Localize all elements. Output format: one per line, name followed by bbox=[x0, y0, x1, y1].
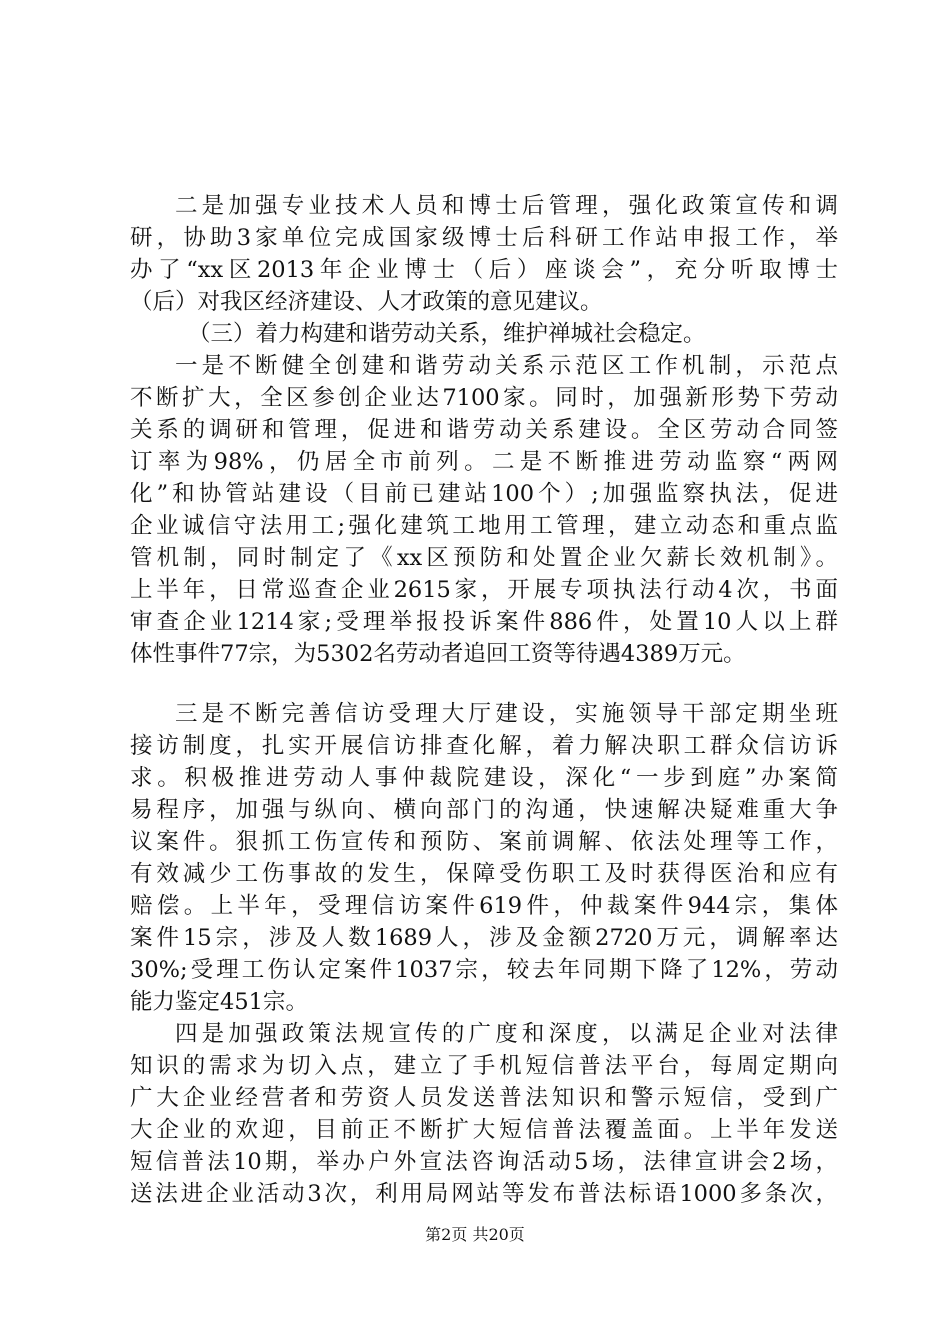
text-line: 能力鉴定451宗。 bbox=[130, 989, 308, 1015]
text-line: 易程序，加强与纵向、横向部门的沟通，快速解决疑难重大争 bbox=[130, 797, 838, 823]
text-line: 化”和协管站建设（目前已建站100个）;加强监察执法，促进 bbox=[130, 481, 838, 507]
text-line: 一是不断健全创建和谐劳动关系示范区工作机制，示范点 bbox=[175, 353, 838, 379]
text-line: 大企业的欢迎，目前正不断扩大短信普法覆盖面。上半年发送 bbox=[130, 1117, 838, 1143]
text-line: 审查企业1214家;受理举报投诉案件886件，处置10人以上群 bbox=[130, 609, 838, 635]
text-line: 管机制，同时制定了《xx区预防和处置企业欠薪长效机制》。 bbox=[130, 545, 838, 571]
text-line: （三）着力构建和谐劳动关系，维护禅城社会稳定。 bbox=[188, 321, 706, 347]
text-line: 四是加强政策法规宣传的广度和深度，以满足企业对法律 bbox=[175, 1021, 838, 1047]
page-number-footer: 第2页 共20页 bbox=[425, 1225, 525, 1244]
text-line: 上半年，日常巡查企业2615家，开展专项执法行动4次，书面 bbox=[130, 577, 838, 603]
text-line: 办了“xx区2013年企业博士（后）座谈会”，充分听取博士 bbox=[130, 257, 838, 283]
text-line: 赔偿。上半年，受理信访案件619件，仲裁案件944宗，集体 bbox=[130, 893, 838, 919]
paragraph-legal-publicity bbox=[130, 1018, 838, 1210]
text-line: 有效减少工伤事故的发生，保障受伤职工及时获得医治和应有 bbox=[130, 861, 838, 887]
text-line: 体性事件77宗，为5302名劳动者追回工资等待遇4389万元。 bbox=[130, 641, 746, 667]
text-line: 送法进企业活动3次，利用局网站等发布普法标语1000多条次， bbox=[130, 1181, 838, 1207]
text-line: 短信普法10期，举办户外宣法咨询活动5场，法律宣讲会2场， bbox=[130, 1149, 838, 1175]
paragraph-professional-talent bbox=[130, 190, 838, 318]
document-body bbox=[130, 190, 838, 1210]
text-line: 不断扩大，全区参创企业达7100家。同时，加强新形势下劳动 bbox=[130, 385, 838, 411]
text-line: 接访制度，扎实开展信访排查化解，着力解决职工群众信访诉 bbox=[130, 733, 838, 759]
text-line: （后）对我区经济建设、人才政策的意见建议。 bbox=[130, 289, 603, 315]
text-line: 案件15宗，涉及人数1689人，涉及金额2720万元，调解率达 bbox=[130, 925, 838, 951]
text-line: 30%;受理工伤认定案件1037宗，较去年同期下降了12%，劳动 bbox=[130, 957, 838, 983]
text-line: 二是加强专业技术人员和博士后管理，强化政策宣传和调 bbox=[175, 193, 838, 219]
text-line: 关系的调研和管理，促进和谐劳动关系建设。全区劳动合同签 bbox=[130, 417, 838, 443]
paragraph-labor-relations bbox=[130, 350, 838, 670]
text-line: 知识的需求为切入点，建立了手机短信普法平台，每周定期向 bbox=[130, 1053, 838, 1079]
text-line: 议案件。狠抓工伤宣传和预防、案前调解、依法处理等工作， bbox=[130, 829, 838, 855]
text-line: 企业诚信守法用工;强化建筑工地用工管理，建立动态和重点监 bbox=[130, 513, 838, 539]
paragraph-petition-arbitration bbox=[130, 698, 838, 1018]
text-line: 订率为98%，仍居全市前列。二是不断推进劳动监察“两网 bbox=[130, 449, 838, 475]
text-line: 研，协助3家单位完成国家级博士后科研工作站申报工作，举 bbox=[130, 225, 838, 251]
paragraph-spacer bbox=[130, 670, 838, 698]
text-line: 求。积极推进劳动人事仲裁院建设，深化“一步到庭”办案简 bbox=[130, 765, 838, 791]
text-line: 三是不断完善信访受理大厅建设，实施领导干部定期坐班 bbox=[175, 701, 838, 727]
text-line: 广大企业经营者和劳资人员发送普法知识和警示短信，受到广 bbox=[130, 1085, 838, 1111]
section-heading-labor-relations bbox=[130, 318, 838, 350]
